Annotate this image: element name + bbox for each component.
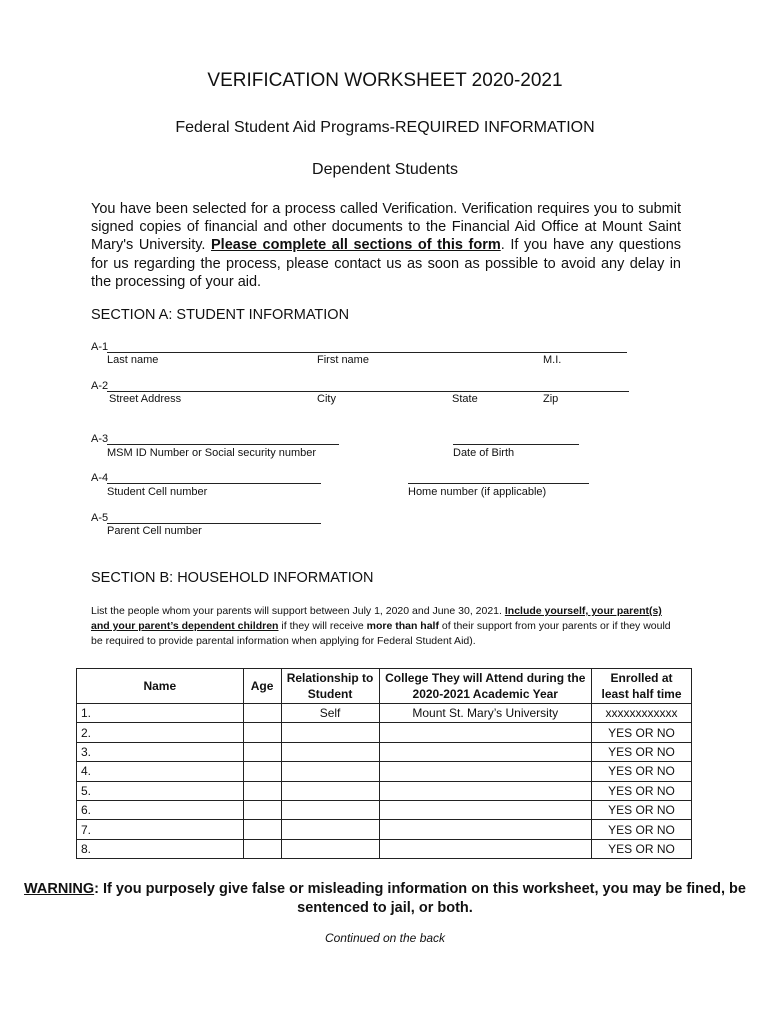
enrolled-cell[interactable]: YES OR NO — [592, 781, 692, 800]
table-row — [77, 820, 692, 839]
table-row — [77, 723, 692, 742]
row-number-cell[interactable]: 5. — [77, 781, 244, 800]
section-b-instructions — [91, 604, 681, 649]
a1-last-label: Last name — [107, 354, 159, 366]
warning-label: WARNING — [24, 881, 95, 897]
intro-paragraph — [91, 200, 681, 291]
a3-code: A-3 — [91, 433, 109, 445]
a3-dob-field[interactable] — [453, 432, 579, 445]
table-row — [77, 781, 692, 800]
age-cell[interactable] — [243, 781, 281, 800]
enrolled-cell[interactable]: YES OR NO — [592, 820, 692, 839]
enrolled-cell[interactable]: YES OR NO — [592, 762, 692, 781]
relationship-cell[interactable] — [281, 762, 379, 781]
a3-dob-label: Date of Birth — [453, 447, 515, 459]
a2-street-label: Street Address — [109, 393, 182, 405]
warning-text: : If you purposely give false or misleading information on this worksheet, you may be fined, be sentenced to jail, or both. — [94, 881, 746, 916]
header-enrolled: Enrolled at least half time — [592, 669, 692, 704]
row-number-cell[interactable]: 2. — [77, 723, 244, 742]
relationship-cell[interactable] — [281, 820, 379, 839]
a3-id-field[interactable] — [107, 432, 339, 445]
a1-code: A-1 — [91, 341, 109, 353]
a4-cell-field[interactable] — [107, 471, 321, 484]
relationship-cell[interactable]: Self — [281, 704, 379, 723]
relationship-cell[interactable] — [281, 839, 379, 858]
enrolled-cell[interactable]: YES OR NO — [592, 742, 692, 761]
continued-note: Continued on the back — [324, 931, 446, 945]
age-cell[interactable] — [243, 742, 281, 761]
relationship-cell[interactable] — [281, 742, 379, 761]
table-row — [77, 762, 692, 781]
table-row — [77, 839, 692, 858]
row-number-cell[interactable]: 8. — [77, 839, 244, 858]
table-row — [77, 742, 692, 761]
college-cell[interactable] — [379, 839, 592, 858]
row-number-cell[interactable]: 1. — [77, 704, 244, 723]
intro-emphasis: Please complete all sections of this form — [211, 237, 501, 254]
a5-parent-label: Parent Cell number — [107, 525, 202, 537]
a1-name-field[interactable] — [107, 340, 627, 353]
college-cell[interactable] — [379, 820, 592, 839]
student-type-heading: Dependent Students — [312, 161, 458, 178]
a2-zip-label: Zip — [543, 393, 559, 405]
header-relationship: Relationship to Student — [281, 669, 379, 704]
sb-text-1: List the people whom your parents will support between July 1, 2020 and June 30, 2021. — [91, 605, 505, 617]
warning-notice — [0, 880, 770, 918]
enrolled-cell[interactable]: YES OR NO — [592, 800, 692, 819]
sb-emphasis-1: Include yourself, your parent(s) and your parent’s dependent children — [91, 605, 662, 632]
row-number-cell[interactable]: 7. — [77, 820, 244, 839]
college-cell[interactable] — [379, 762, 592, 781]
a3-id-label: MSM ID Number or Social security number — [107, 447, 317, 459]
a2-address-field[interactable] — [107, 379, 629, 392]
row-number-cell[interactable]: 4. — [77, 762, 244, 781]
row-number-cell[interactable]: 3. — [77, 742, 244, 761]
enrolled-cell[interactable]: xxxxxxxxxxxx — [592, 704, 692, 723]
relationship-cell[interactable] — [281, 781, 379, 800]
a1-first-label: First name — [317, 354, 369, 366]
a2-state-label: State — [452, 393, 478, 405]
sb-emphasis-2: more than half — [366, 620, 439, 632]
a4-home-field[interactable] — [408, 471, 589, 484]
relationship-cell[interactable] — [281, 800, 379, 819]
college-cell[interactable] — [379, 742, 592, 761]
college-cell[interactable] — [379, 800, 592, 819]
section-a-heading: SECTION A: STUDENT INFORMATION — [91, 307, 350, 323]
header-college: College They will Attend during the 2020-2021 Academic Year — [379, 669, 592, 704]
a4-code: A-4 — [91, 472, 109, 484]
header-age: Age — [243, 669, 281, 704]
a5-parent-field[interactable] — [107, 511, 321, 524]
table-row — [77, 704, 692, 723]
age-cell[interactable] — [243, 704, 281, 723]
college-cell[interactable] — [379, 723, 592, 742]
college-cell[interactable] — [379, 781, 592, 800]
relationship-cell[interactable] — [281, 723, 379, 742]
table-row — [77, 800, 692, 819]
age-cell[interactable] — [243, 820, 281, 839]
college-cell[interactable]: Mount St. Mary’s University — [379, 704, 592, 723]
section-b-heading: SECTION B: HOUSEHOLD INFORMATION — [91, 570, 374, 586]
a4-cell-label: Student Cell number — [107, 486, 208, 498]
table-header-row — [77, 669, 692, 704]
a4-home-label: Home number (if applicable) — [408, 486, 547, 498]
sb-text-3: of their support from your parents or if they would be required to provide parental information when applying for Federal Student Aid). — [91, 620, 671, 647]
a2-code: A-2 — [91, 380, 109, 392]
enrolled-cell[interactable]: YES OR NO — [592, 723, 692, 742]
intro-text-2: . If you have any questions for us regarding the process, please contact us as soon as possible to avoid any delay in the processing of your aid. — [91, 237, 682, 290]
a2-city-label: City — [317, 393, 336, 405]
age-cell[interactable] — [243, 839, 281, 858]
intro-text-1: You have been selected for a process called Verification. Verification requires you to submit signed copies of financial and other documents to the Financial Aid Office at Mount Saint Mary's University. — [91, 201, 681, 254]
page-title: VERIFICATION WORKSHEET 2020-2021 — [207, 70, 563, 91]
sb-text-2: if they will receive — [278, 620, 367, 632]
row-number-cell[interactable]: 6. — [77, 800, 244, 819]
a1-mi-label: M.I. — [543, 354, 562, 366]
enrolled-cell[interactable]: YES OR NO — [592, 839, 692, 858]
age-cell[interactable] — [243, 762, 281, 781]
header-name: Name — [77, 669, 244, 704]
age-cell[interactable] — [243, 800, 281, 819]
age-cell[interactable] — [243, 723, 281, 742]
a5-code: A-5 — [91, 512, 109, 524]
page-subtitle: Federal Student Aid Programs-REQUIRED INFORMATION — [175, 119, 595, 136]
household-table — [76, 668, 692, 859]
